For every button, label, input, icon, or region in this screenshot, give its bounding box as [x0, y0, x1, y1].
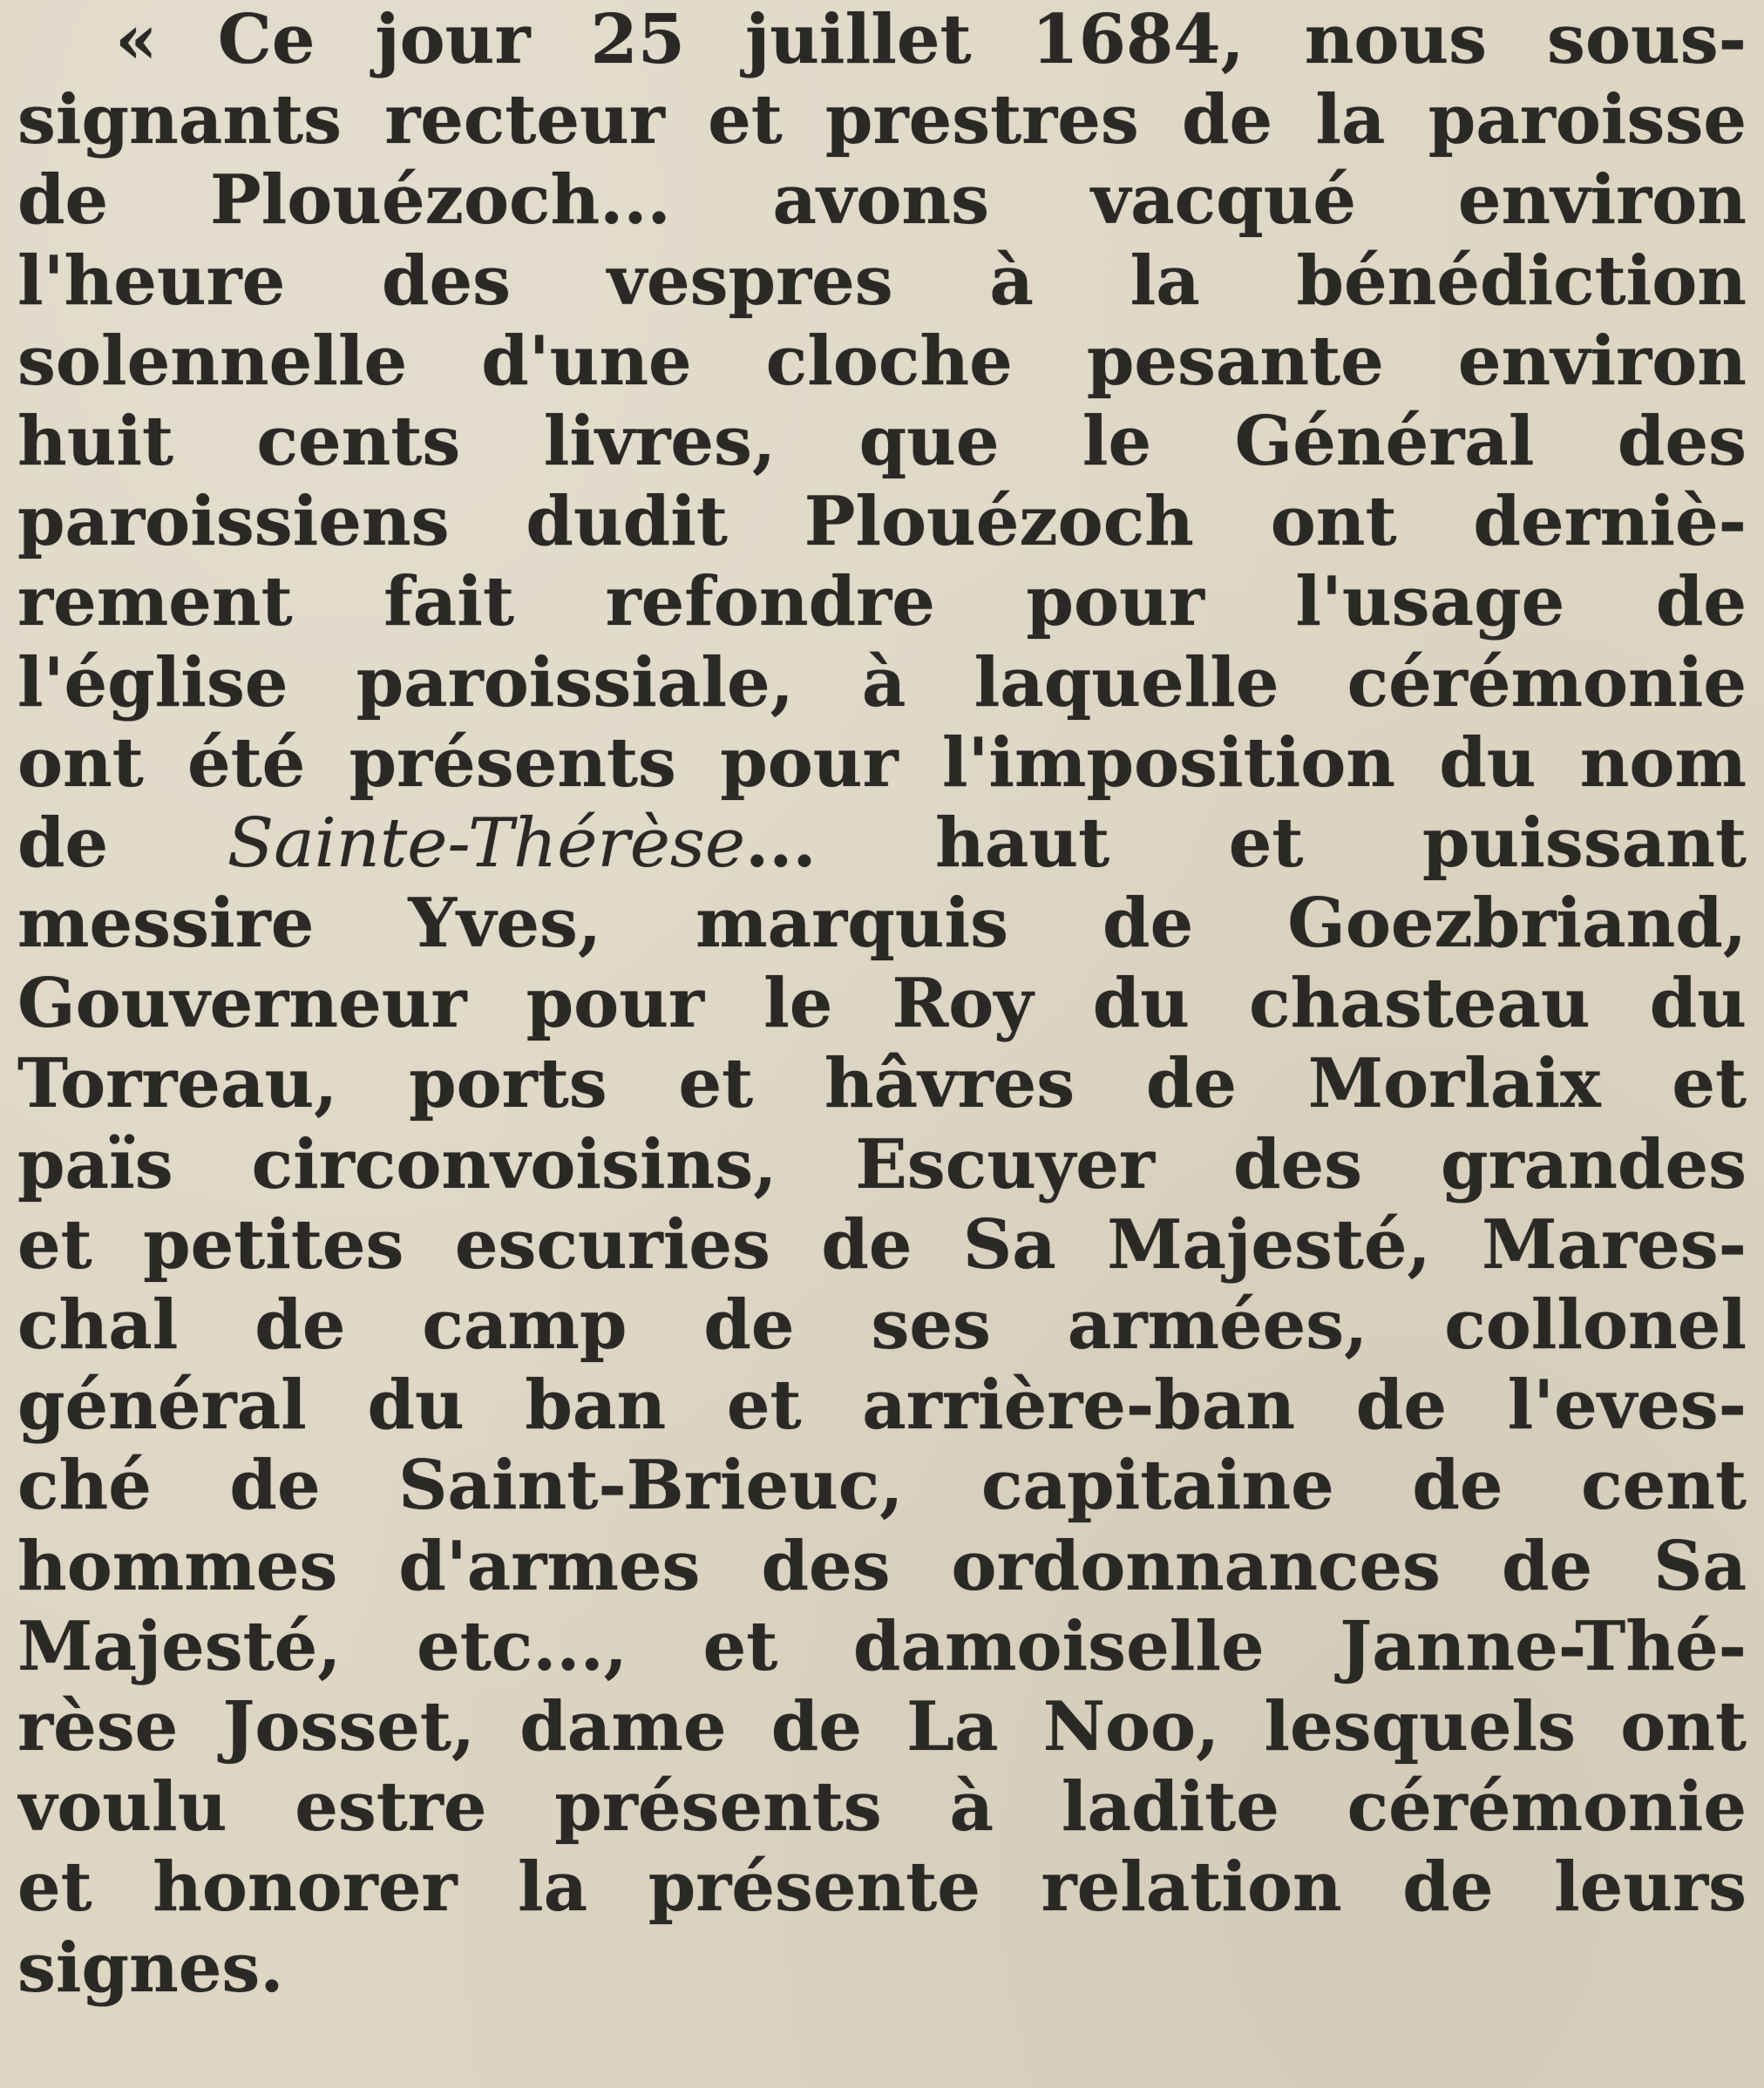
- text-line: voulu estre présents à ladite cérémonie: [17, 1767, 1747, 1847]
- text-line: paroissiens dudit Plouézoch ont derniè-: [17, 482, 1747, 562]
- text-line: rement fait refondre pour l'usage de: [17, 562, 1747, 642]
- text-line: de Plouézoch... avons vacqué environ: [17, 160, 1747, 241]
- text-line: hommes d'armes des ordonnances de Sa: [17, 1526, 1747, 1606]
- text-line: païs circonvoisins, Escuyer des grandes: [17, 1124, 1747, 1204]
- text-line: signants recteur et prestres de la paroisse: [17, 80, 1747, 160]
- text-line: signes.: [17, 1928, 284, 2008]
- text-line: solennelle d'une cloche pesante environ: [17, 321, 1747, 401]
- text-line: général du ban et arrière-ban de l'eves-: [17, 1366, 1747, 1446]
- text-line: l'heure des vespres à la bénédiction: [17, 241, 1747, 321]
- text-line: chal de camp de ses armées, collonel: [17, 1285, 1747, 1365]
- text-line: et petites escuries de Sa Majesté, Mares-: [17, 1204, 1747, 1285]
- text-line: rèse Josset, dame de La Noo, lesquels ont: [17, 1686, 1747, 1766]
- text-line: messire Yves, marquis de Goezbriand,: [17, 884, 1747, 964]
- text-line: ché de Saint-Brieuc, capitaine de cent: [17, 1446, 1747, 1526]
- text-line: et honorer la présente relation de leurs: [17, 1847, 1747, 1928]
- text-segment: ... haut et puissant: [745, 803, 1747, 883]
- text-line: l'église paroissiale, à laquelle cérémonie: [17, 642, 1747, 722]
- text-line: Gouverneur pour le Roy du chasteau du: [17, 964, 1747, 1044]
- article-text: [17, 0, 1747, 2009]
- italic-name-segment: Sainte-Thérèse: [227, 803, 746, 883]
- text-line: « Ce jour 25 juillet 1684, nous sous-: [115, 0, 1747, 79]
- text-line: ont été présents pour l'imposition du nom: [17, 722, 1747, 803]
- text-line: [17, 803, 1747, 884]
- text-line: huit cents livres, que le Général des: [17, 401, 1747, 481]
- text-line: Majesté, etc..., et damoiselle Janne-Thé-: [17, 1606, 1747, 1686]
- text-line: Torreau, ports et hâvres de Morlaix et: [17, 1044, 1747, 1124]
- text-segment: de: [17, 803, 109, 883]
